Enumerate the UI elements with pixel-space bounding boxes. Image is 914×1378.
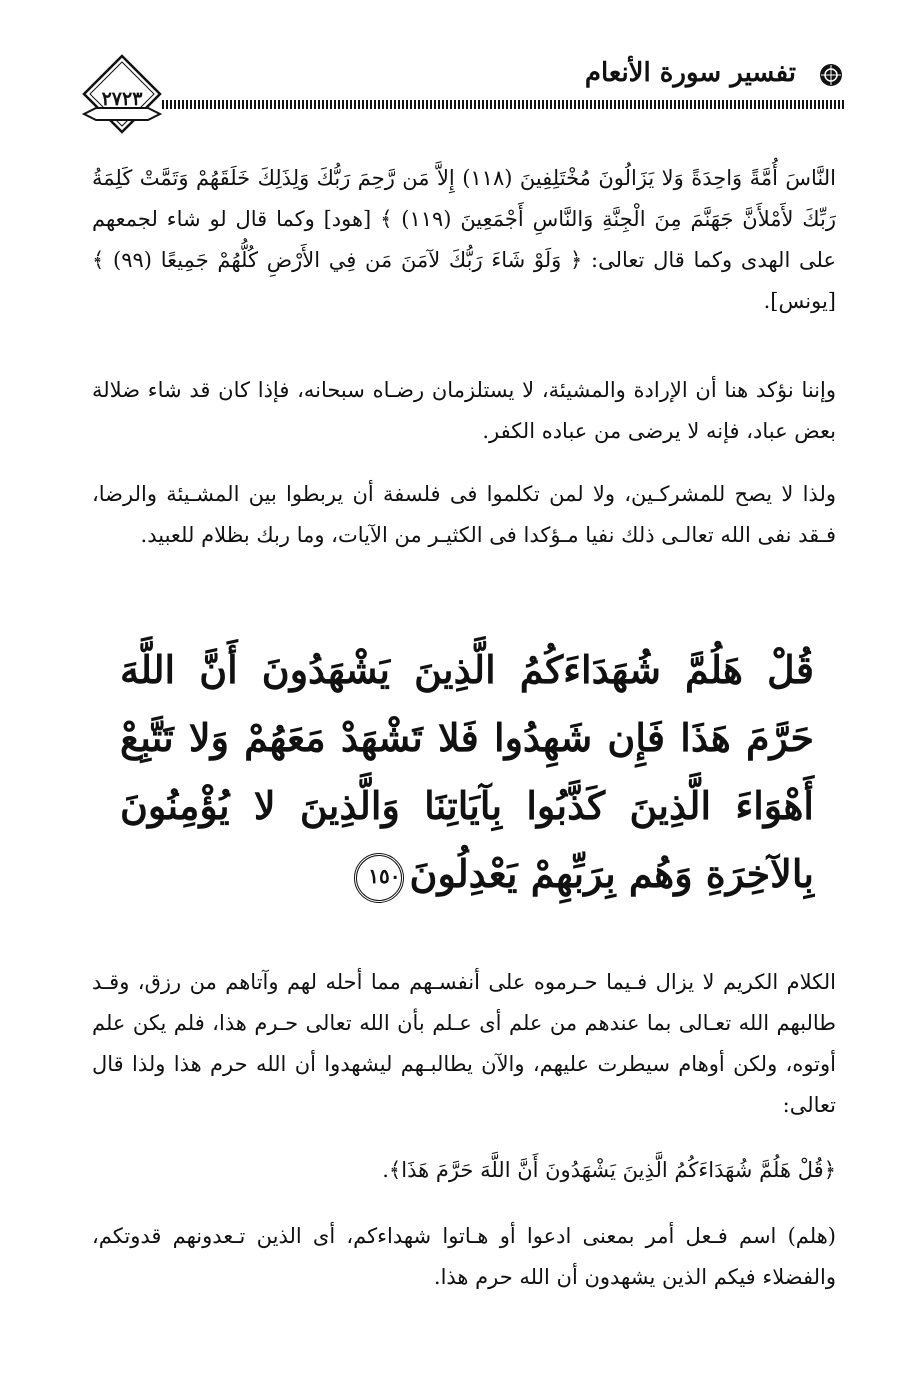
paragraph-4: الكلام الكريم لا يزال فـيما حـرموه على أنفسـهم مما أحله لهم وآتاهم من رزق، وقـد طالبهم الله تعـالى بما عندهم من علم أى عـلم بأن الله تعالى حـرم هذا، فلم يكن علم أوتوه، ولكن أوهام سيطرت عليهم، والآن يطالبـهم ليشهدوا أن الله حرم هذا ولذا قال تعالى:: [92, 970, 836, 1117]
header-rule: [162, 100, 844, 109]
verse-text: قُلْ هَلُمَّ شُهَدَاءَكُمُ الَّذِينَ يَشْهَدُونَ أَنَّ اللَّهَ حَرَّمَ هَذَا فَإِن شَهِدُوا فَلا تَشْهَدْ مَعَهُمْ وَلا تَتَّبِعْ أَهْوَاءَ الَّذِينَ كَذَّبُوا بِآيَاتِنَا وَالَّذِينَ لا يُؤْمِنُونَ بِالآخِرَةِ وَهُم بِرَبِّهِمْ يَعْدِلُونَ: [120, 647, 814, 896]
ornament-rosette-icon: [818, 62, 844, 88]
running-title: تفسير سورة الأنعام: [584, 58, 796, 88]
paragraph-2: وإننا نؤكد هنا أن الإرادة والمشيئة، لا يستلزمان رضـاه سبحانه، فإذا كان قد شاء ضلالة بعض عباد، فإنه لا يرضى من عباده الكفر.: [92, 378, 836, 443]
quran-verse-block: [120, 636, 814, 908]
paragraph-1: النَّاسَ أُمَّةً وَاحِدَةً وَلا يَزَالُونَ مُخْتَلِفِينَ (١١٨) إِلاَّ مَن رَّحِمَ رَبُّكَ وَلِذَلِكَ خَلَقَهُمْ وَتَمَّتْ كَلِمَةُ رَبِّكَ لأَمْلأَنَّ جَهَنَّمَ مِنَ الْجِنَّةِ وَالنَّاسِ أَجْمَعِينَ (١١٩) ﴾ [هود] وكما قال لو شاء لجمعهم على الهدى وكما قال تعالى: ﴿ وَلَوْ شَاءَ رَبُّكَ لآمَنَ مَن فِي الأَرْضِ كُلُّهُمْ جَمِيعًا (٩٩) ﴾ [يونس].: [92, 166, 836, 313]
verse-quote: ﴿قُلْ هَلُمَّ شُهَدَاءَكُمُ الَّذِينَ يَشْهَدُونَ أَنَّ اللَّهَ حَرَّمَ هَذَا﴾.: [382, 1158, 836, 1182]
ayah-number-marker: ١٥٠: [354, 853, 404, 903]
page-header: [80, 52, 844, 142]
paragraph-5: (هلم) اسم فـعل أمر بمعنى ادعوا أو هـاتوا شهداءكم، أى الذين تـعدونهم قدوتكم، والفضلاء فيكم الذين يشهدون أن الله حرم هذا.: [92, 1224, 836, 1289]
paragraph-3: ولذا لا يصح للمشركـين، ولا لمن تكلموا فى فلسفة أن يربطوا بين المشـيئة والرضا، فـقد نفى الله تعالـى ذلك نفيا مـؤكدا فى الكثيـر من الآيات، وما ربك بظلام للعبيد.: [92, 482, 836, 547]
page-number: ٢٧٢٣: [101, 88, 143, 110]
